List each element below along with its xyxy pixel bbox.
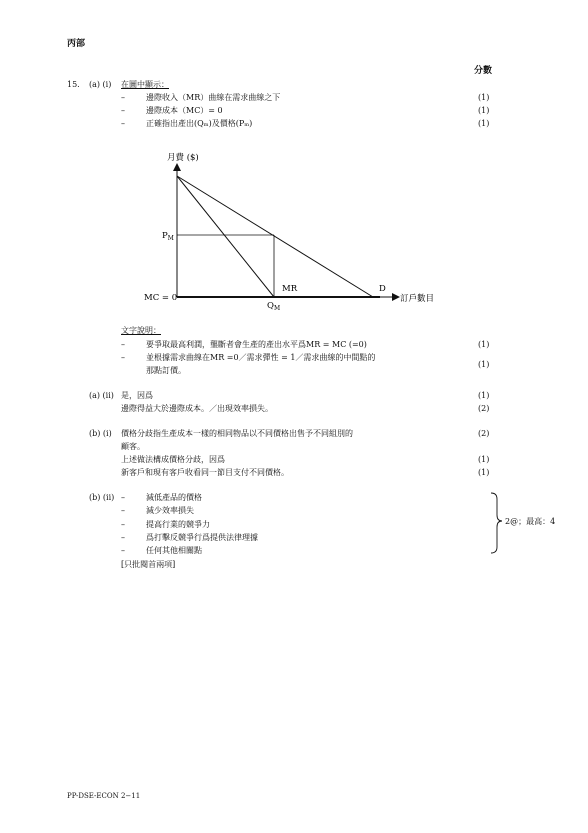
part-bii-label: (b) (ii) [89,493,115,502]
mark: (1) [478,455,490,464]
part-aii-line: 邊際得益大於邊際成本。／出現效率損失。 [121,404,273,413]
qm-label [267,301,280,312]
dash: – [121,506,125,515]
part-aii-label: (a) (ii) [89,391,114,400]
part-bi-line: 顧客。 [121,442,145,451]
x-axis-label: 訂戶數目 [400,294,435,304]
dash: – [121,533,125,542]
part-aii-line: 是，因爲 [121,391,153,400]
part-bii-mark: 2@；最高：4 [505,517,556,526]
dash: – [121,546,125,555]
mark: (2) [478,404,490,413]
mark: (1) [478,360,490,369]
y-axis-label: 月費 ($) [167,153,199,163]
brace [491,493,502,553]
item-text: 邊際收入（MR）曲線在需求曲線之下 [146,93,281,102]
marks-header: 分數 [474,66,493,76]
dash: – [121,93,125,102]
dash: – [121,106,125,115]
dash: – [121,520,125,529]
explanation-heading: 文字說明： [121,326,161,335]
mark: (1) [478,106,490,115]
part-bii-note: [只批閱首兩項] [121,560,176,569]
mr-curve [177,176,274,297]
section-title: 丙部 [67,39,86,49]
dash: – [121,353,125,362]
page-footer: PP-DSE-ECON 2−11 [67,792,141,800]
part-bi-line: 新客戶和現有客戶收看同一節目支付不同價格。 [121,468,289,477]
qm-subscript: M [273,305,281,312]
mark: (1) [478,119,490,128]
part-ai-label: (a) (i) [89,80,112,89]
question-number: 15. [67,80,80,89]
pm-label [162,231,174,242]
dash: – [121,119,125,128]
item-text-continued: 那點訂價。 [146,366,186,375]
mark: (1) [478,340,490,349]
item-text: 任何其他相關點 [146,546,202,555]
pm-subscript: M [167,235,174,242]
item-text: 邊際成本（MC）= 0 [146,106,223,115]
part-bi-label: (b) (i) [89,429,112,438]
qm-letter: Q [267,301,274,311]
item-text: 減低產品的價格 [146,493,202,502]
item-text: 爲打擊反競爭行爲提供法律理據 [146,533,258,542]
part-bi-line: 上述做法構成價格分歧，因爲 [121,455,225,464]
item-text: 正確指出產出(Qₘ)及價格(Pₘ) [146,119,253,128]
item-text: 減少效率損失 [146,506,194,515]
item-text: 並根據需求曲線在MR =0／需求彈性 = 1／需求曲線的中間點的 [146,353,376,362]
dash: – [121,340,125,349]
mark: (1) [478,468,490,477]
mark: (2) [478,429,490,438]
mark: (1) [478,391,490,400]
mr-label: MR [282,284,298,294]
mark: (1) [478,93,490,102]
pm-letter: P [162,231,168,241]
demand-curve [177,176,373,297]
part-bi-line: 價格分歧指生產成本一樣的相同物品以不同價格出售予不同組別的 [121,429,353,438]
item-text: 要爭取最高利潤，壟斷者會生產的產出水平爲MR = MC (=0) [146,340,367,349]
mc-label: MC = 0 [144,293,178,303]
dash: – [121,493,125,502]
d-label: D [379,284,386,294]
part-ai-heading: 在圖中顯示： [121,80,169,89]
item-text: 提高行業的競爭力 [146,520,210,529]
